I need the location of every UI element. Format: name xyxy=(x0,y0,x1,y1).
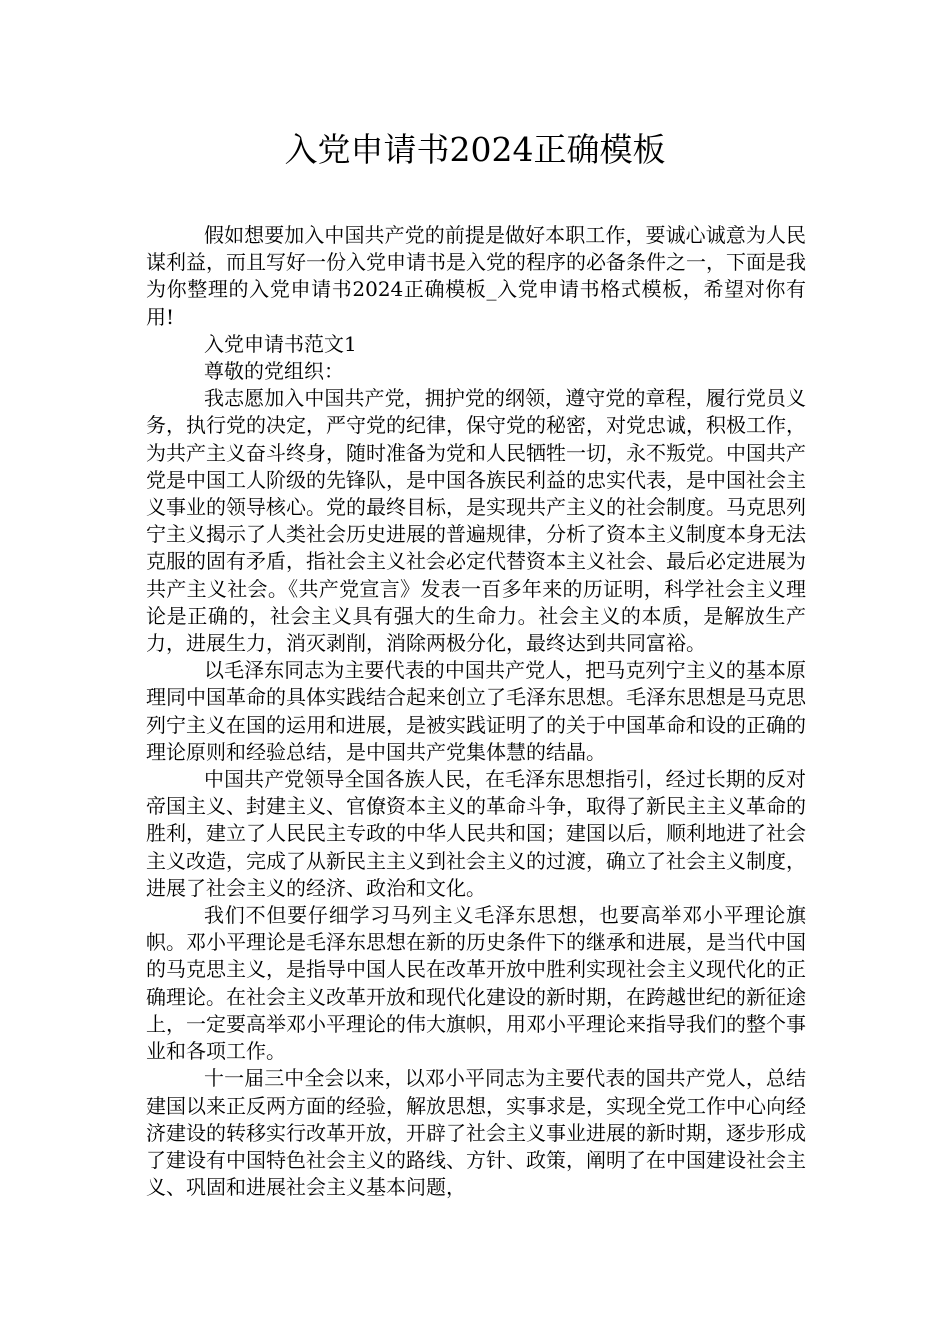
body-paragraph: 中国共产党领导全国各族人民，在毛泽东思想指引，经过长期的反对帝国主义、封建主义、官僚资本主义的革命斗争，取得了新民主主义革命的胜利，建立了人民民主专政的中华人民共和国；建国以后，顺利地进了社会主义改造，完成了从新民主主义到社会主义的过渡，确立了社会主义制度，进展了社会主义的经济、政治和文化。 xyxy=(146,767,806,900)
salutation: 尊敬的党组织： xyxy=(204,359,344,384)
sample-heading: 入党申请书范文1 xyxy=(204,331,357,356)
body-paragraph: 十一届三中全会以来，以邓小平同志为主要代表的国共产党人，总结建国以来正反两方面的经验，解放思想，实事求是，实现全党工作中心向经济建设的转移实行改革开放，开辟了社会主义事业进展的新时期，逐步形成了建设有中国特色社会主义的路线、方针、政策，阐明了在中国建设社会主义、巩固和进展社会主义基本问题， xyxy=(146,1066,806,1200)
body-paragraph: 我志愿加入中国共产党，拥护党的纲领，遵守党的章程，履行党员义务，执行党的决定，严守党的纪律，保守党的秘密，对党忠诚，积极工作，为共产主义奋斗终身，随时准备为党和人民牺牲一切，永不叛党。中国共产党是中国工人阶级的先锋队，是中国各族民利益的忠实代表，是中国社会主义事业的领导核心。党的最终目标，是实现共产主义的社会制度。马克思列宁主义揭示了人类社会历史进展的普遍规律，分析了资本主义制度本身无法克服的固有矛盾，指社会主义社会必定代替资本主义社会、最后必定进展为共产主义社会。《共产党宣言》发表一百多年来的历证明，科学社会主义理论是正确的，社会主义具有强大的生命力。社会主义的本质，是解放生产力，进展生力，消灭剥削，消除两极分化，最终达到共同富裕。 xyxy=(146,386,806,656)
document-title: 入党申请书2024正确模板 xyxy=(284,130,666,169)
body-paragraph: 我们不但要仔细学习马列主义毛泽东思想，也要高举邓小平理论旗帜。邓小平理论是毛泽东思想在新的历史条件下的继承和进展，是当代中国的马克思主义，是指导中国人民在改革开放中胜利实现社会主义现代化的正确理论。在社会主义改革开放和现代化建设的新时期，在跨越世纪的新征途上，一定要高举邓小平理论的伟大旗帜，用邓小平理论来指导我们的整个事业和各项工作。 xyxy=(146,903,806,1064)
document-body xyxy=(146,222,806,1201)
intro-paragraph: 假如想要加入中国共产党的前提是做好本职工作，要诚心诚意为人民谋利益，而且写好一份入党申请书是入党的程序的必备条件之一，下面是我为你整理的入党申请书2024正确模板_入党申请书格式模板，希望对你有用! xyxy=(146,223,806,329)
body-paragraph: 以毛泽东同志为主要代表的中国共产党人，把马克列宁主义的基本原理同中国革命的具体实践结合起来创立了毛泽东思想。毛泽东思想是马克思列宁主义在国的运用和进展，是被实践证明了的关于中国革命和设的正确的理论原则和经验总结，是中国共产党集体慧的结晶。 xyxy=(146,658,806,764)
